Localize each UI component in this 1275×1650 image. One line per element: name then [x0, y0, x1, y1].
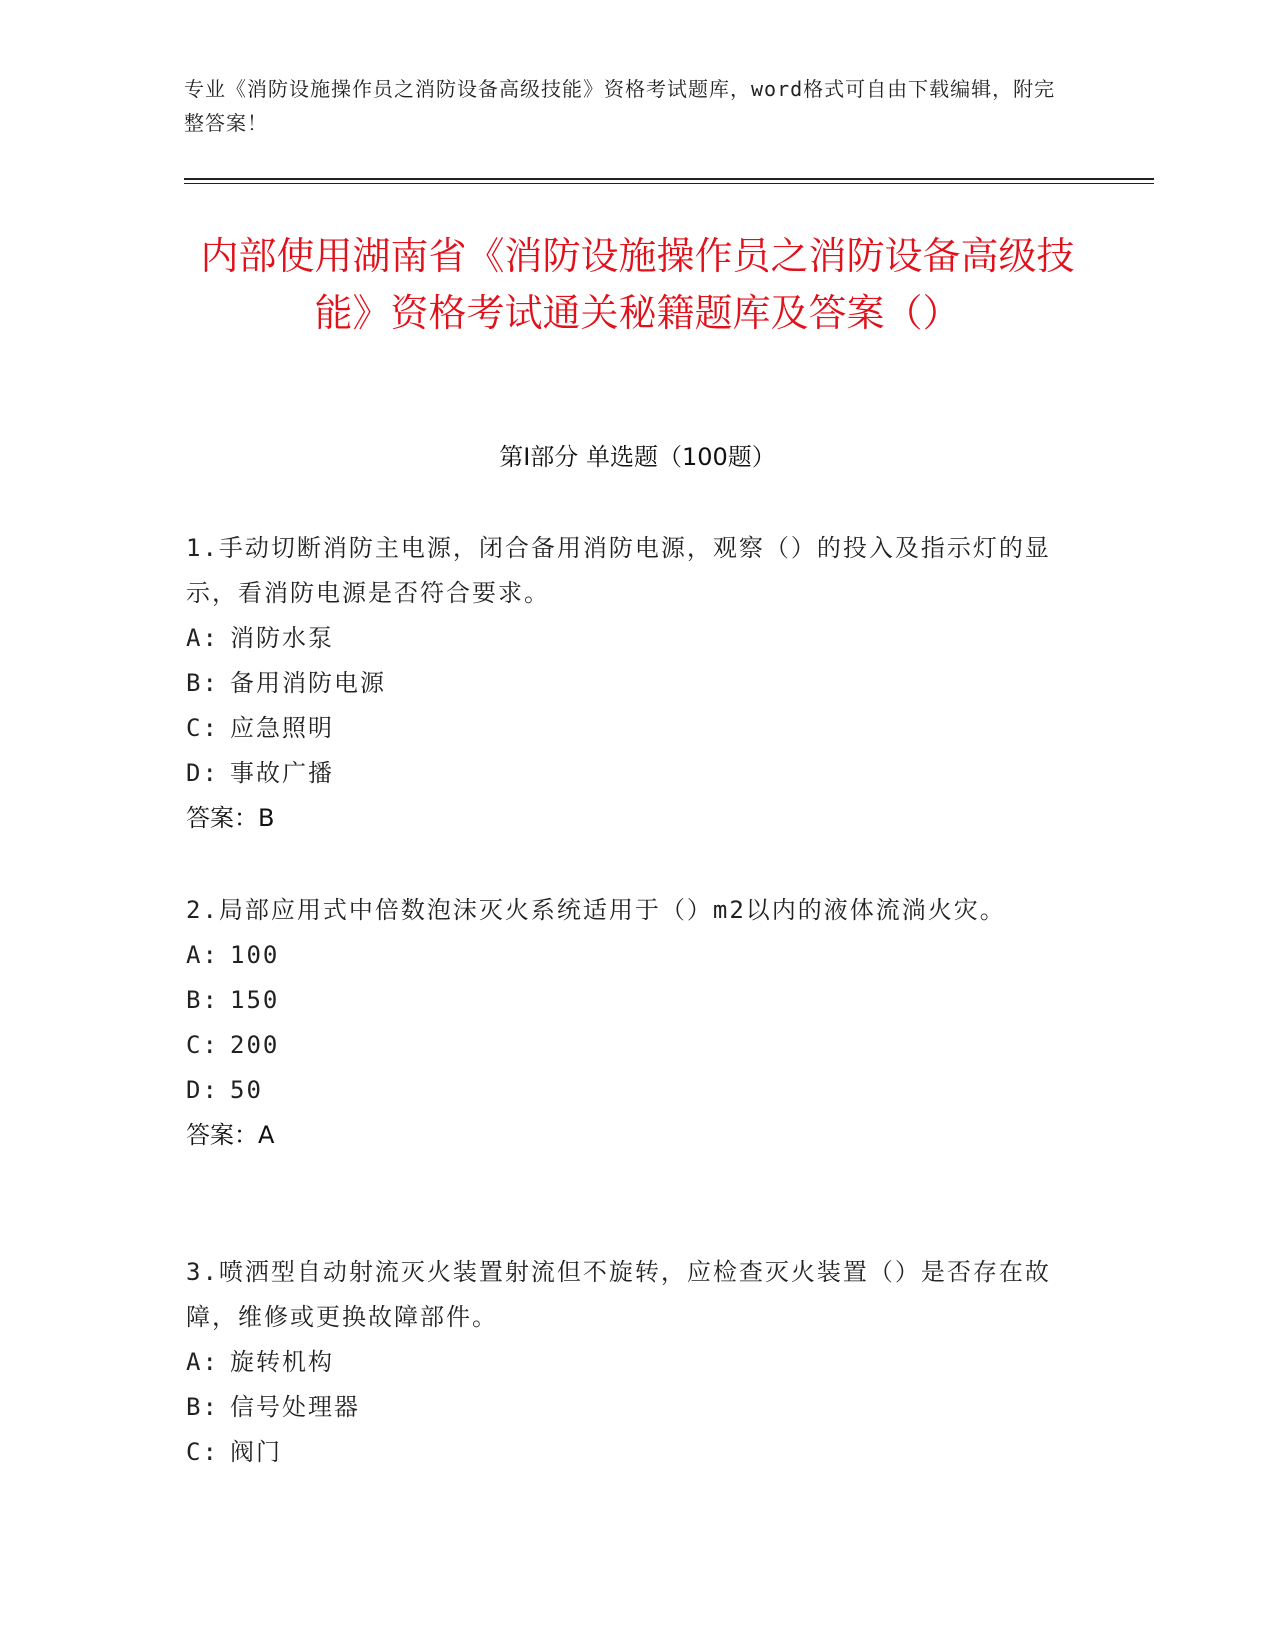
question-stem: 2.局部应用式中倍数泡沫灭火系统适用于（）m2以内的液体流淌火灾。 [186, 896, 1006, 924]
option-text: 事故广播 [230, 759, 334, 787]
option-c [186, 1430, 1066, 1475]
option-letter: C: [186, 1031, 219, 1059]
option-text: 备用消防电源 [230, 669, 386, 697]
header-rule-thin [184, 183, 1154, 184]
option-letter: C: [186, 1438, 219, 1466]
option-letter: B: [186, 669, 219, 697]
question-2 [186, 888, 1066, 1158]
option-b [186, 1385, 1066, 1430]
option-text: 信号处理器 [230, 1393, 360, 1421]
option-letter: D: [186, 759, 219, 787]
option-text: 150 [230, 986, 280, 1014]
option-a [186, 1340, 1066, 1385]
option-d [186, 1068, 1066, 1113]
option-text: 200 [230, 1031, 280, 1059]
option-c [186, 1023, 1066, 1068]
option-text: 50 [230, 1076, 263, 1104]
option-b [186, 978, 1066, 1023]
option-a [186, 933, 1066, 978]
option-letter: A: [186, 1348, 219, 1376]
option-a [186, 616, 1066, 661]
question-stem: 3.喷洒型自动射流灭火装置射流但不旋转，应检查灭火装置（）是否存在故障，维修或更换故障部件。 [186, 1258, 1051, 1331]
option-text: 阀门 [230, 1438, 282, 1466]
answer-line: 答案：A [186, 1121, 275, 1149]
option-letter: B: [186, 986, 219, 1014]
option-letter: A: [186, 941, 219, 969]
option-text: 100 [230, 941, 280, 969]
option-letter: C: [186, 714, 219, 742]
option-letter: D: [186, 1076, 219, 1104]
section-heading: 第Ⅰ部分 单选题（100题） [499, 443, 776, 471]
header-note: 专业《消防设施操作员之消防设备高级技能》资格考试题库，word格式可自由下载编辑，附完整答案！ [184, 77, 1056, 135]
question-3 [186, 1250, 1066, 1475]
option-letter: B: [186, 1393, 219, 1421]
document-title: 内部使用湖南省《消防设施操作员之消防设备高级技能》资格考试通关秘籍题库及答案（） [200, 234, 1075, 335]
question-1 [186, 526, 1066, 841]
question-stem: 1.手动切断消防主电源，闭合备用消防电源，观察（）的投入及指示灯的显示，看消防电源是否符合要求。 [186, 534, 1051, 607]
option-text: 应急照明 [230, 714, 334, 742]
option-b [186, 661, 1066, 706]
header-rule [184, 178, 1154, 180]
option-c [186, 706, 1066, 751]
option-letter: A: [186, 624, 219, 652]
answer-line: 答案：B [186, 804, 275, 832]
option-text: 旋转机构 [230, 1348, 334, 1376]
option-text: 消防水泵 [230, 624, 334, 652]
option-d [186, 751, 1066, 796]
